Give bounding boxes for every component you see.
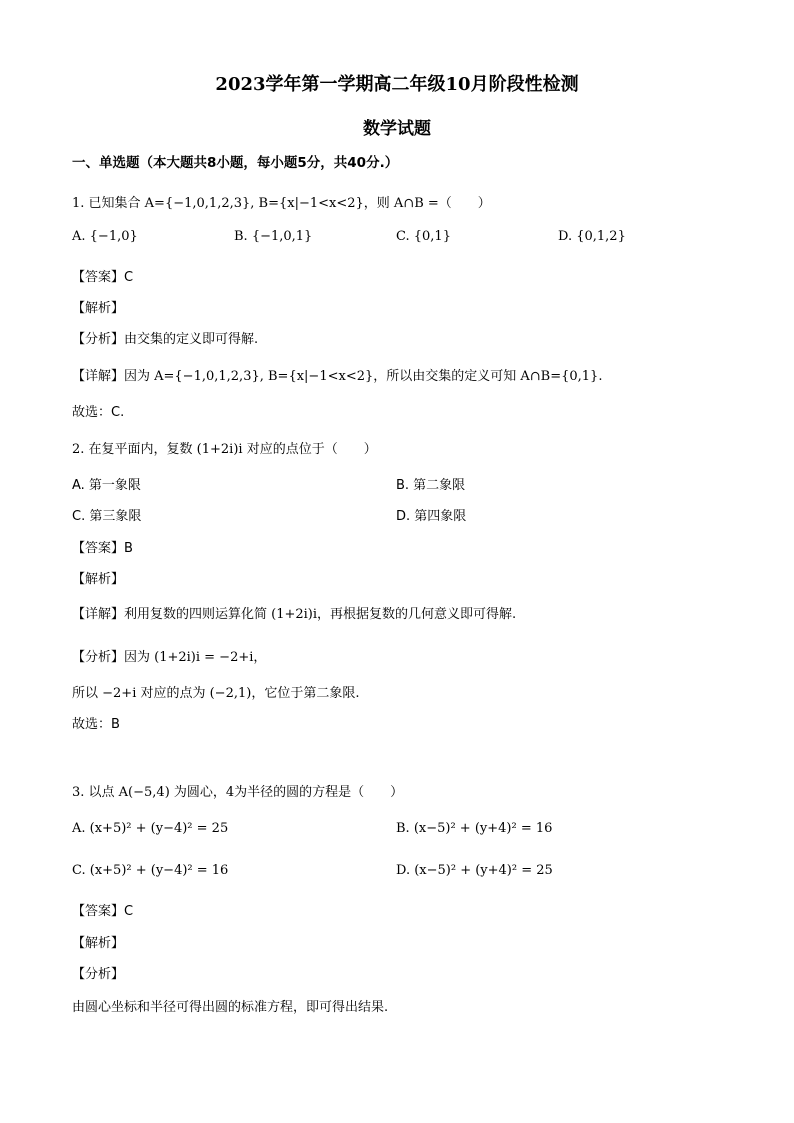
q1-option-d: D. {0,1,2} [558, 229, 626, 244]
q2-answer: 【答案】B [72, 541, 133, 556]
q3-option-a: A. (x+5)² + (y−4)² = 25 [72, 821, 229, 836]
q3-option-b: B. (x−5)² + (y+4)² = 16 [396, 821, 553, 836]
q2-stem: 2. 在复平面内，复数 (1+2i)i 对应的点位于（ ） [72, 442, 377, 457]
q3-fenxi-text: 由圆心坐标和半径可得出圆的标准方程，即可得出结果. [72, 1000, 389, 1015]
q2-option-b: B. 第二象限 [396, 478, 466, 493]
q1-analysis-label: 【解析】 [72, 301, 125, 316]
q1-option-b: B. {−1,0,1} [234, 229, 313, 244]
q3-fenxi-label: 【分析】 [72, 967, 125, 982]
q2-option-a: A. 第一象限 [72, 478, 141, 493]
q1-option-c: C. {0,1} [396, 229, 451, 244]
page-subtitle: 数学试题 [363, 119, 431, 139]
q3-option-d: D. (x−5)² + (y+4)² = 25 [396, 863, 553, 878]
q1-fenxi: 【分析】由交集的定义即可得解. [72, 332, 259, 347]
q3-option-c: C. (x+5)² + (y−4)² = 16 [72, 863, 229, 878]
q2-option-c: C. 第三象限 [72, 509, 142, 524]
q1-detail: 【详解】因为 A={−1,0,1,2,3}, B={x|−1<x<2}，所以由交集的定义可知 A∩B={0,1}. [72, 369, 603, 384]
page-title: 2023学年第一学期高二年级10月阶段性检测 [215, 74, 579, 95]
q2-conclusion: 故选：B [72, 717, 120, 732]
q2-detail: 【详解】利用复数的四则运算化简 (1+2i)i，再根据复数的几何意义即可得解. [72, 607, 517, 622]
q2-line2: 所以 −2+i 对应的点为 (−2,1)，它位于第二象限. [72, 686, 360, 701]
q3-analysis-label: 【解析】 [72, 936, 125, 951]
q2-option-d: D. 第四象限 [396, 509, 467, 524]
q3-stem: 3. 以点 A(−5,4) 为圆心，4为半径的圆的方程是（ ） [72, 785, 404, 800]
q1-answer: 【答案】C [72, 270, 134, 285]
section-heading: 一、单选题（本大题共8小题，每小题5分，共40分.） [72, 155, 399, 171]
q2-analysis-label: 【解析】 [72, 572, 125, 587]
q1-option-a: A. {−1,0} [72, 229, 138, 244]
q2-fenxi: 【分析】因为 (1+2i)i = −2+i， [72, 650, 267, 665]
q1-stem: 1. 已知集合 A={−1,0,1,2,3}, B={x|−1<x<2}，则 A∩B =（ ） [72, 196, 491, 211]
q1-conclusion: 故选：C. [72, 405, 125, 420]
q3-answer: 【答案】C [72, 904, 134, 919]
